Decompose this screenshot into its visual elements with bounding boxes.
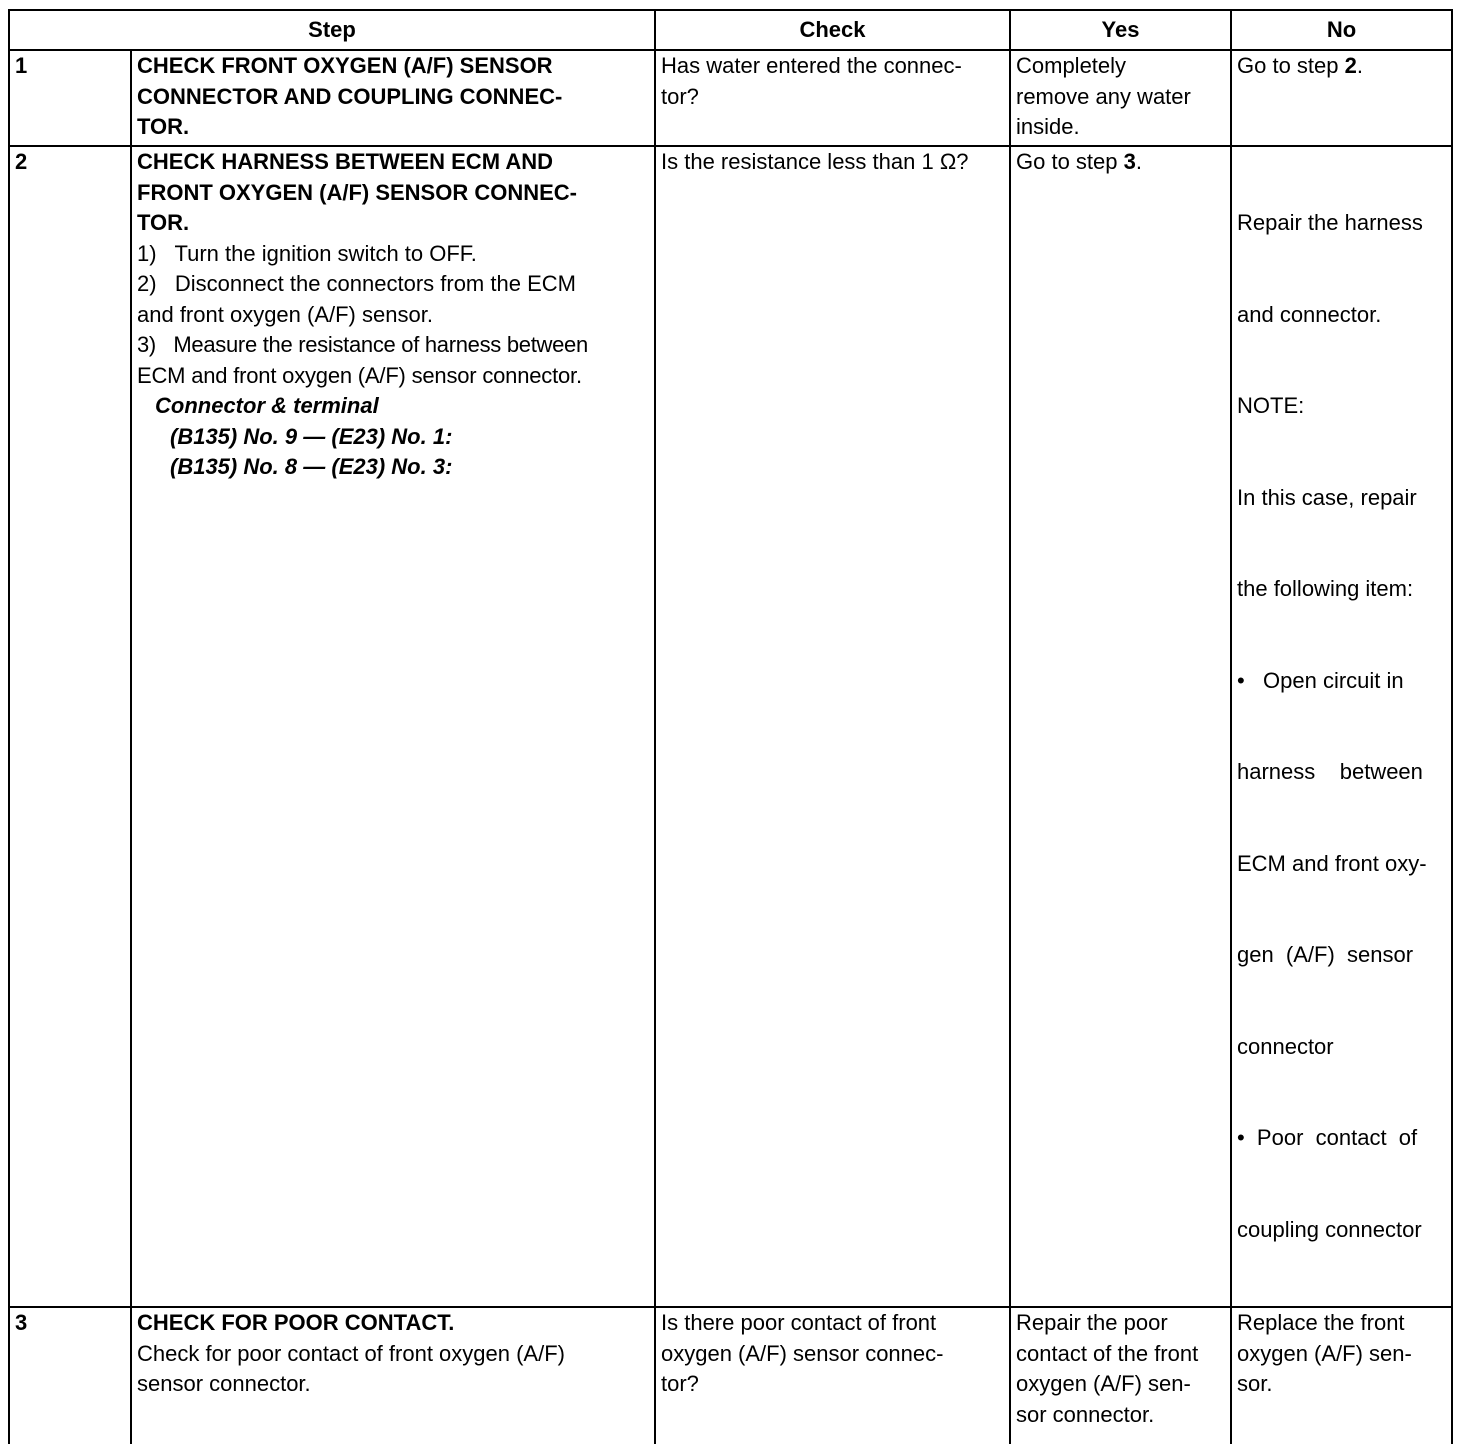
yes-line: Repair the poor — [1016, 1310, 1168, 1335]
no-text: Go to step — [1237, 53, 1345, 78]
check-line: Is the resistance less than 1 Ω? — [661, 149, 969, 174]
no-line: Repair the harness — [1237, 210, 1423, 235]
yes-cell — [1010, 50, 1231, 146]
procedure-line: 3) Measure the resistance of harness between — [137, 332, 588, 357]
no-line: Replace the front — [1237, 1310, 1405, 1335]
step-number: 2 — [9, 146, 131, 1307]
step-number: 1 — [9, 50, 131, 146]
yes-cell — [1010, 146, 1231, 1307]
yes-text: Go to step — [1016, 149, 1124, 174]
no-line: coupling connector — [1237, 1216, 1422, 1242]
no-cell — [1231, 1307, 1452, 1444]
procedure-line: 1) Turn the ignition switch to OFF. — [137, 240, 477, 266]
procedure-line: 2) Disconnect the connectors from the ECM — [137, 271, 576, 296]
connector-terminal-line: (B135) No. 8 — (E23) No. 3: — [170, 454, 453, 479]
table-row — [9, 50, 1452, 146]
yes-line: Completely — [1016, 53, 1127, 78]
no-line: ECM and front oxy- — [1237, 850, 1427, 876]
step-title-line: CHECK FRONT OXYGEN (A/F) SENSOR — [137, 53, 553, 78]
header-check: Check — [655, 10, 1010, 50]
no-line: In this case, repair — [1237, 484, 1417, 510]
table-row — [9, 1307, 1452, 1444]
check-cell — [655, 146, 1010, 1307]
step-number: 3 — [9, 1307, 131, 1444]
no-cell — [1231, 146, 1452, 1307]
check-line: oxygen (A/F) sensor connec- — [661, 1340, 944, 1366]
yes-line: inside. — [1016, 114, 1080, 139]
diagnosis-table — [8, 9, 1453, 1444]
check-line: Has water entered the connec- — [661, 53, 962, 78]
step-reference: 3 — [1123, 149, 1136, 174]
step-title-line: CONNECTOR AND COUPLING CONNEC- — [137, 83, 563, 109]
connector-terminal-label: Connector & terminal — [155, 393, 379, 418]
note-label: NOTE: — [1237, 393, 1305, 418]
no-line: the following item: — [1237, 576, 1414, 601]
header-yes: Yes — [1010, 10, 1231, 50]
no-line: and connector. — [1237, 301, 1382, 327]
yes-line: contact of the front — [1016, 1340, 1199, 1366]
procedure-line: sensor connector. — [137, 1371, 311, 1396]
no-cell — [1231, 50, 1452, 146]
header-row — [9, 10, 1452, 50]
no-bullet-line: • Open circuit in — [1237, 667, 1404, 693]
no-line: connector — [1237, 1033, 1334, 1059]
header-step: Step — [9, 10, 655, 50]
yes-text-after: . — [1135, 149, 1142, 174]
no-text-after: . — [1356, 53, 1363, 78]
step-title-line: TOR. — [137, 210, 190, 235]
procedure-line: Check for poor contact of front oxygen (A/F) — [137, 1340, 565, 1366]
step-title-line: CHECK HARNESS BETWEEN ECM AND — [137, 149, 553, 174]
step-title-line: CHECK FOR POOR CONTACT. — [137, 1310, 455, 1335]
header-no: No — [1231, 10, 1452, 50]
step-reference: 2 — [1344, 53, 1357, 78]
yes-line: oxygen (A/F) sen- — [1016, 1371, 1191, 1396]
check-cell — [655, 1307, 1010, 1444]
step-title-line: FRONT OXYGEN (A/F) SENSOR CONNEC- — [137, 179, 578, 205]
check-line: Is there poor contact of front — [661, 1310, 937, 1335]
step-description — [131, 146, 655, 1307]
procedure-line: ECM and front oxygen (A/F) sensor connector. — [137, 362, 582, 388]
no-line: harness between — [1237, 759, 1423, 784]
check-line: tor? — [661, 1371, 699, 1396]
check-line: tor? — [661, 83, 699, 109]
no-line: sor. — [1237, 1371, 1273, 1396]
check-cell — [655, 50, 1010, 146]
step-description — [131, 50, 655, 146]
no-bullet-line: • Poor contact of — [1237, 1125, 1418, 1150]
no-line: oxygen (A/F) sen- — [1237, 1340, 1412, 1366]
yes-line: remove any water — [1016, 83, 1191, 109]
yes-cell — [1010, 1307, 1231, 1444]
procedure-line: and front oxygen (A/F) sensor. — [137, 301, 433, 327]
step-title-line: TOR. — [137, 114, 190, 139]
step-description — [131, 1307, 655, 1444]
table-row — [9, 146, 1452, 1307]
connector-terminal-line: (B135) No. 9 — (E23) No. 1: — [170, 423, 453, 449]
yes-line: sor connector. — [1016, 1401, 1155, 1427]
no-line: gen (A/F) sensor — [1237, 942, 1414, 967]
